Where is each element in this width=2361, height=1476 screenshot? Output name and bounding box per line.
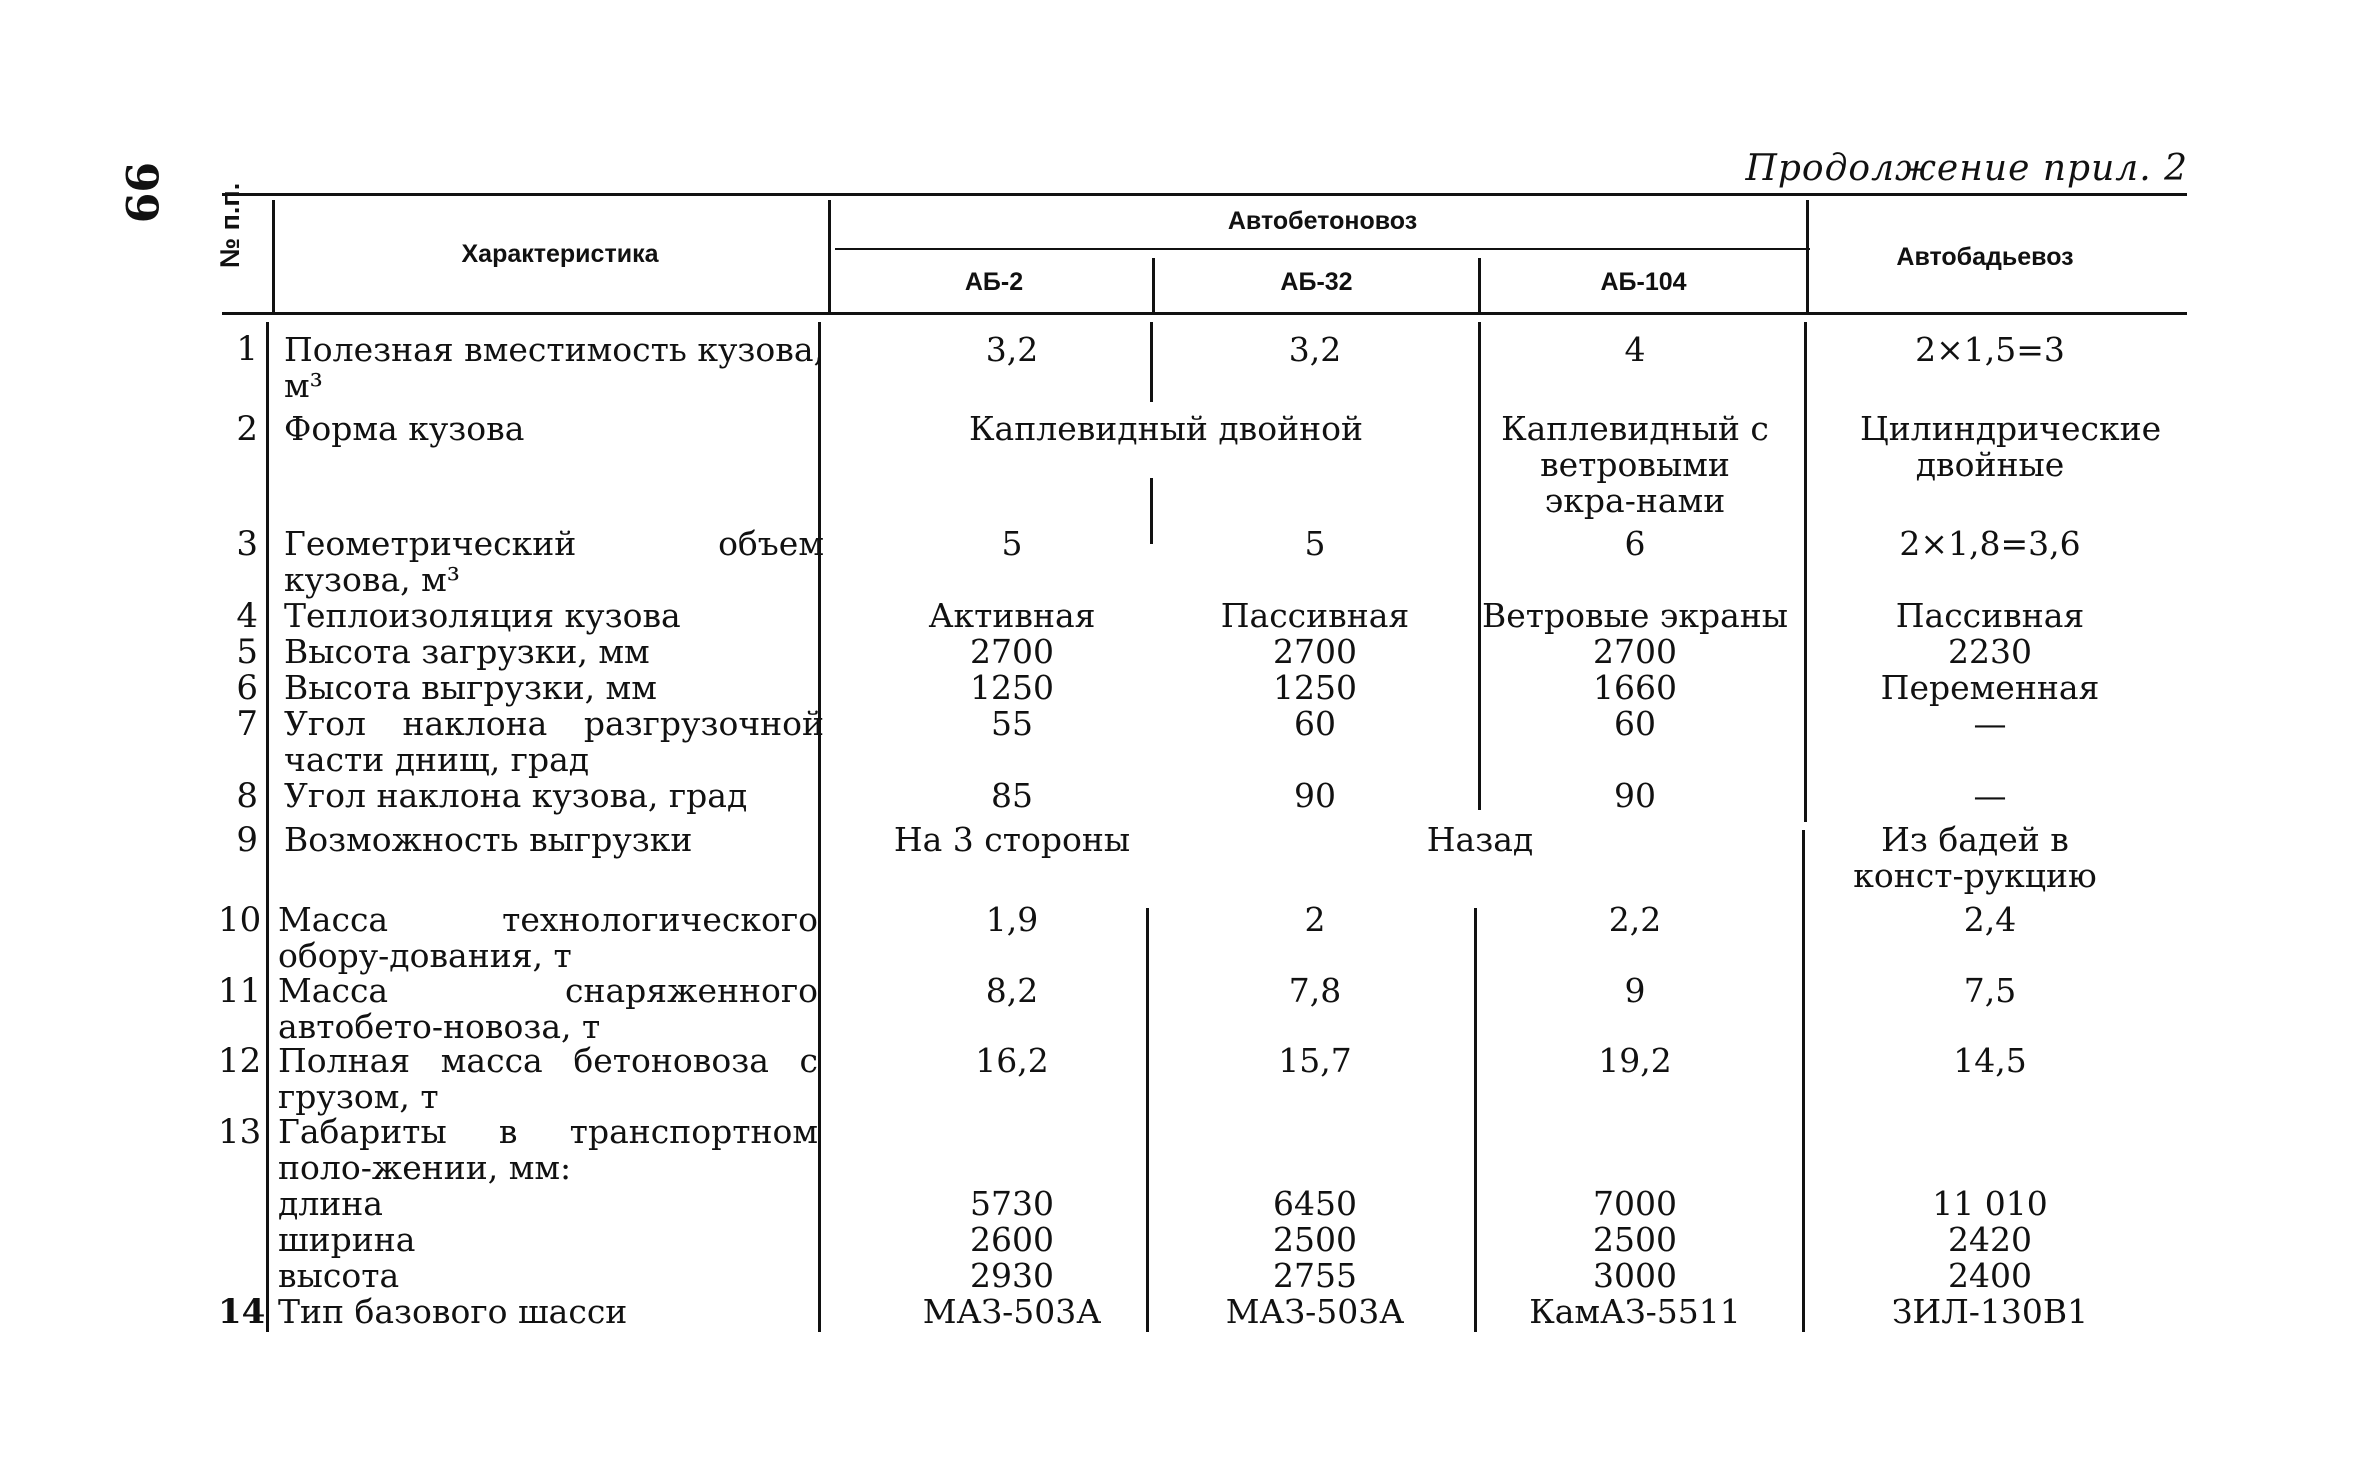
row-number: 14 (218, 1292, 266, 1332)
cell-ab2: МАЗ-503А (922, 1292, 1102, 1331)
body-divider-ab104 (1802, 830, 1805, 1332)
cell-ab104: 6 (1624, 524, 1646, 563)
cell-ab104: 90 (1614, 776, 1656, 815)
cell-ab2: 5 (1001, 524, 1023, 563)
cell-ab104: 19,2 (1598, 1041, 1672, 1080)
column-header-ab2: АБ-2 (964, 268, 1024, 296)
cell-ab2: 5730 (970, 1184, 1054, 1223)
cell-ab2: 55 (991, 704, 1033, 743)
row-label: Тип базового шасси (278, 1292, 628, 1331)
row-number: 1 (236, 329, 258, 369)
row-label: Полезная вместимость кузова, м³ (284, 330, 825, 405)
num-column-header: № п.п. (215, 182, 245, 268)
row-label: Угол наклона кузова, град (284, 776, 748, 815)
cell-ab32: 6450 (1273, 1184, 1357, 1223)
row-label: Масса технологического обору-дования, т (278, 900, 818, 975)
row-number: 3 (236, 524, 258, 564)
cell-ab32: 2500 (1273, 1220, 1357, 1259)
cell-ab104: 3000 (1593, 1256, 1677, 1295)
cell-ab104: 1660 (1593, 668, 1677, 707)
cell-last: 11 010 (1932, 1184, 2048, 1223)
cell-ab104: 2500 (1593, 1220, 1677, 1259)
cell-last: — (1973, 776, 2007, 815)
row-label: Форма кузова (284, 409, 525, 448)
cell-last: 2×1,5=3 (1915, 330, 2065, 369)
cell-ab104: 9 (1624, 971, 1646, 1010)
row-label: Высота выгрузки, мм (284, 668, 657, 707)
row-label: Габариты в транспортном поло-жении, мм: (278, 1112, 818, 1187)
cell-ab104: 2,2 (1608, 900, 1662, 939)
column-header-ab32: АБ-32 (1280, 268, 1353, 296)
row-label: длина (278, 1184, 383, 1223)
cell-last: Пассивная (1895, 596, 2085, 635)
row-number: 7 (236, 704, 258, 744)
row-label: Геометрический объем кузова, м³ (284, 524, 824, 599)
row-label: высота (278, 1256, 400, 1295)
cell-ab32: 1250 (1273, 668, 1357, 707)
cell-ab32: 60 (1294, 704, 1336, 743)
cell-ab32: 2755 (1273, 1256, 1357, 1295)
cell-last: — (1973, 704, 2007, 743)
cell-ab32-ab104: Назад (1426, 820, 1534, 859)
cell-last: Цилиндрические двойные (1860, 409, 2162, 484)
body-divider-ab32 (1474, 908, 1477, 1332)
cell-ab2: 2930 (970, 1256, 1054, 1295)
cell-ab104: КамАЗ-5511 (1529, 1292, 1741, 1331)
cell-ab2: 8,2 (985, 971, 1039, 1010)
cell-ab2: 3,2 (985, 330, 1039, 369)
cell-ab2: 2700 (970, 632, 1054, 671)
cell-ab32: МАЗ-503А (1225, 1292, 1405, 1331)
row-label: Возможность выгрузки (284, 820, 693, 859)
cell-ab104: 2700 (1593, 632, 1677, 671)
cell-ab2: 1,9 (985, 900, 1039, 939)
row-label: ширина (278, 1220, 416, 1259)
continuation-label: Продолжение прил. 2 (1745, 148, 2188, 189)
cell-last: ЗИЛ-130В1 (1891, 1292, 2089, 1331)
cell-ab104: Ветровые экраны (1481, 596, 1789, 635)
cell-ab2: 85 (991, 776, 1033, 815)
column-header-last: Автобадьевоз (1896, 243, 2074, 271)
cell-last: 2400 (1948, 1256, 2032, 1295)
cell-ab104: 60 (1614, 704, 1656, 743)
cell-ab32: 7,8 (1288, 971, 1342, 1010)
cell-ab2: Активная (928, 596, 1096, 635)
cell-ab32: 3,2 (1288, 330, 1342, 369)
row-number: 8 (236, 776, 258, 816)
body-divider-num (266, 322, 269, 1332)
header-divider (828, 200, 831, 312)
body-divider-ab104 (1804, 322, 1807, 822)
cell-last: 14,5 (1953, 1041, 2027, 1080)
cell-ab2: 16,2 (975, 1041, 1049, 1080)
cell-last: 2420 (1948, 1220, 2032, 1259)
cell-ab104: 7000 (1593, 1184, 1677, 1223)
row-number: 11 (218, 971, 262, 1011)
cell-last: 2,4 (1963, 900, 2017, 939)
characteristic-header: Характеристика (461, 240, 659, 268)
row-number: 2 (236, 409, 258, 449)
header-bottom-rule (222, 312, 2187, 315)
column-header-ab104: АБ-104 (1600, 268, 1687, 296)
cell-ab2: 1250 (970, 668, 1054, 707)
cell-ab32: Пассивная (1220, 596, 1410, 635)
cell-last: 7,5 (1963, 971, 2017, 1010)
cell-last: 2230 (1948, 632, 2032, 671)
cell-ab32: 2 (1304, 900, 1326, 939)
row-label: Масса снаряженного автобето-новоза, т (278, 971, 818, 1046)
cell-ab32: 15,7 (1278, 1041, 1352, 1080)
row-number: 4 (236, 596, 258, 636)
cell-ab32: 90 (1294, 776, 1336, 815)
cell-last: Из бадей в конст-рукцию (1853, 820, 2097, 895)
group-header: Автобетоновоз (1227, 207, 1418, 235)
table-top-rule (222, 193, 2187, 196)
cell-ab2: 2600 (970, 1220, 1054, 1259)
cell-ab104: Каплевидный с ветровыми экра-нами (1501, 409, 1769, 520)
cell-ab2-ab32: Каплевидный двойной (969, 409, 1363, 448)
row-label: Высота загрузки, мм (284, 632, 650, 671)
cell-last: Переменная (1880, 668, 2100, 707)
cell-last: 2×1,8=3,6 (1899, 524, 2081, 563)
row-number: 13 (218, 1112, 262, 1152)
cell-ab104: 4 (1624, 330, 1646, 369)
page-number: 99 (115, 162, 166, 224)
cell-ab32: 2700 (1273, 632, 1357, 671)
row-number: 12 (218, 1041, 262, 1081)
cell-ab32: 5 (1304, 524, 1326, 563)
row-number: 10 (218, 900, 262, 940)
row-label: Угол наклона разгрузочной части днищ, град (284, 704, 824, 779)
row-label: Теплоизоляция кузова (284, 596, 681, 635)
header-divider (272, 200, 275, 312)
row-number: 9 (236, 820, 258, 860)
row-number: 6 (236, 668, 258, 708)
cell-ab2: На 3 стороны (893, 820, 1131, 859)
row-number: 5 (236, 632, 258, 672)
row-label: Полная масса бетоновоза с грузом, т (278, 1041, 818, 1116)
group-rule (835, 248, 1810, 250)
